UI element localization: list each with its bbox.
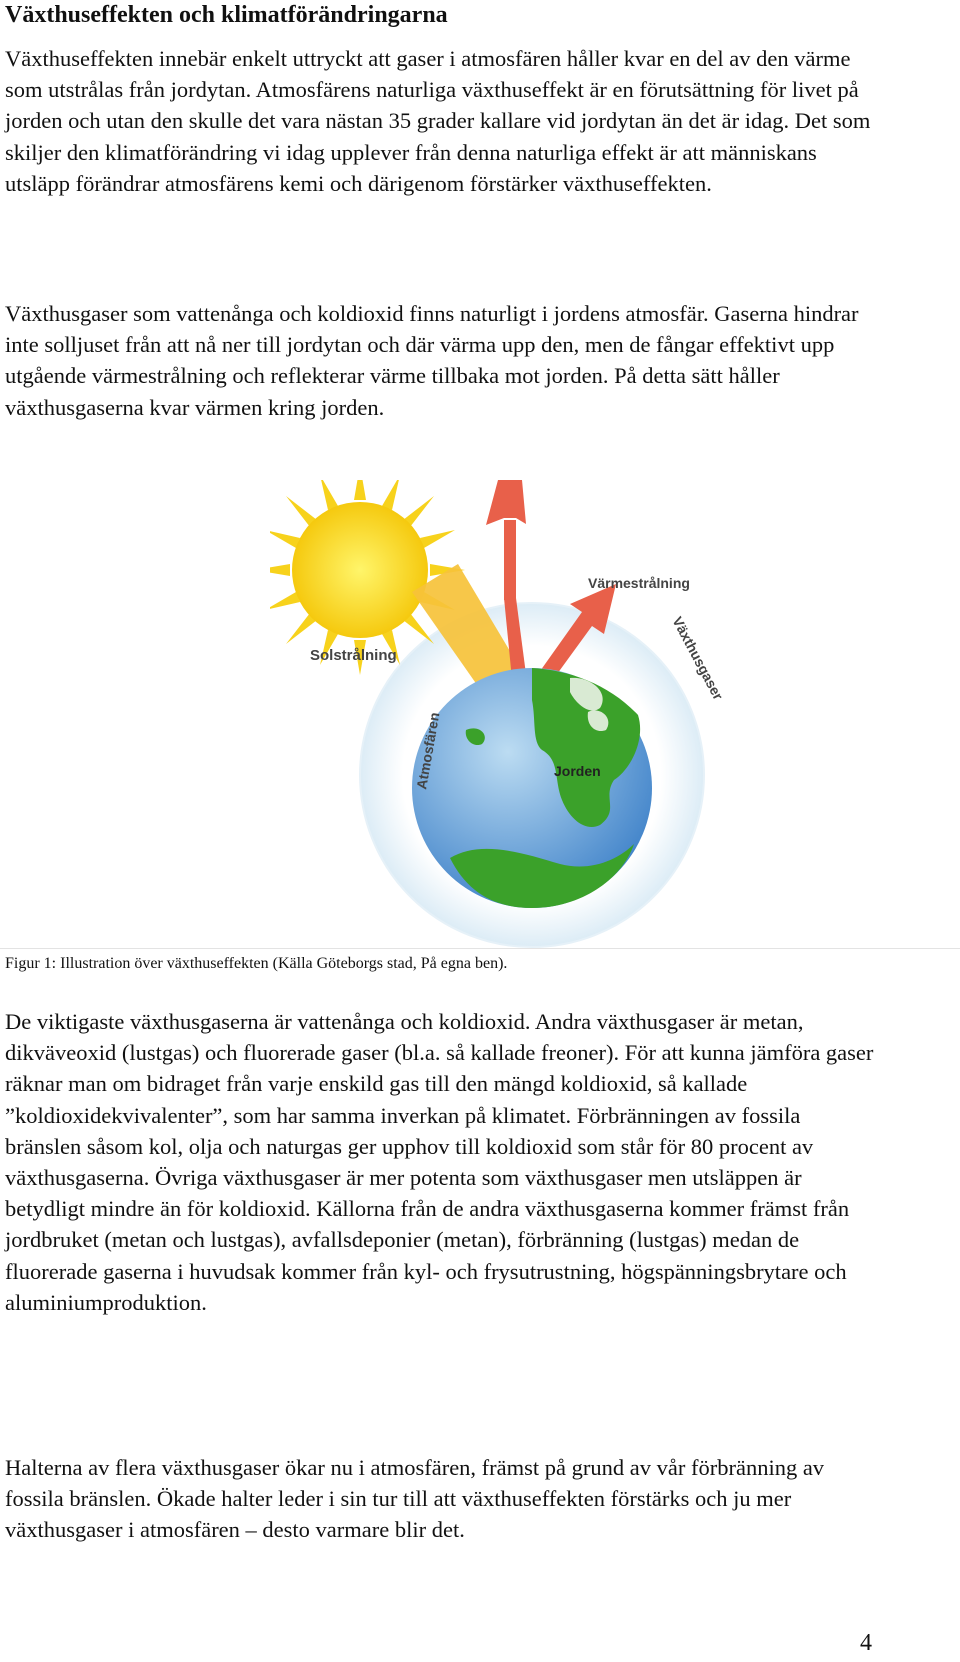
- paragraph-intro: Växthuseffekten innebär enkelt uttryckt att gaser i atmosfären håller kvar en del av den värme som utstrålas från jordytan. Atmosfärens naturliga växthuseffekt är en förutsättning för livet på jorden och utan den skulle det vara nästan 35 grader kallare vid jordytan än det är idag. Det som skiljer den klimatförändring vi idag upplever från denna naturliga effekt är att människans utsläpp förändrar atmosfärens kemi och därigenom förstärker växthuseffekten.: [5, 46, 871, 196]
- paragraph-natural-gases: Växthusgaser som vattenånga och koldioxid finns naturligt i jordens atmosfär. Gaserna hindrar inte solljuset från att nå ner till jordytan och där värma upp den, men de fångar effektivt upp utgående värmestrålning och reflekterar värme tillbaka mot jorden. På detta sätt håller växthusgaserna kvar värmen kring jorden.: [5, 301, 859, 420]
- label-solar-radiation: Solstrålning: [310, 647, 397, 664]
- earth-globe: [412, 668, 652, 908]
- page-number: 4: [860, 1630, 872, 1656]
- label-heat-radiation: Värmestrålning: [588, 575, 690, 591]
- greenhouse-illustration: [270, 480, 960, 950]
- paragraph-main-gases: De viktigaste växthusgaserna är vattenånga och koldioxid. Andra växthusgaser är metan, dikväveoxid (lustgas) och fluorerade gaser (bl.a. så kallade freoner). För att kunna jämföra gaser räknar man om bidraget från varje enskild gas till den mängd koldioxid, så kallade ”koldioxidekvivalenter”, som har samma inverkan på klimatet. Förbränningen av fossila bränslen såsom kol, olja och naturgas ger upphov till koldioxid som står för 80 procent av växthusgaserna. Övriga växthusgaser är mer potenta som växthusgaser men utsläppen är betydligt mindre än för koldioxid. Källorna från de andra växthusgaserna kommer främst från jordbruket (metan och lustgas), avfallsdeponier (metan), förbränning (lustgas) medan de fluorerade gaserna i huvudsak kommer från kyl- och frysutrustning, högspänningsbrytare och aluminiumproduktion.: [5, 1009, 874, 1315]
- page-heading: Växthuseffekten och klimatförändringarna: [5, 2, 448, 28]
- label-greenhouse-gases: Växthusgaser: [669, 613, 727, 703]
- figure-caption: Figur 1: Illustration över växthuseffekten (Källa Göteborgs stad, På egna ben).: [5, 955, 508, 972]
- paragraph-increasing-levels: Halterna av flera växthusgaser ökar nu i atmosfären, främst på grund av vår förbränning av fossila bränslen. Ökade halter leder i sin tur till att växthuseffekten förstärks och ju mer växthusgaser i atmosfären – desto varmare blir det.: [5, 1455, 825, 1543]
- label-earth: Jorden: [554, 763, 601, 779]
- caption-divider: [0, 948, 960, 949]
- label-atmosphere: Atmosfären: [413, 711, 443, 791]
